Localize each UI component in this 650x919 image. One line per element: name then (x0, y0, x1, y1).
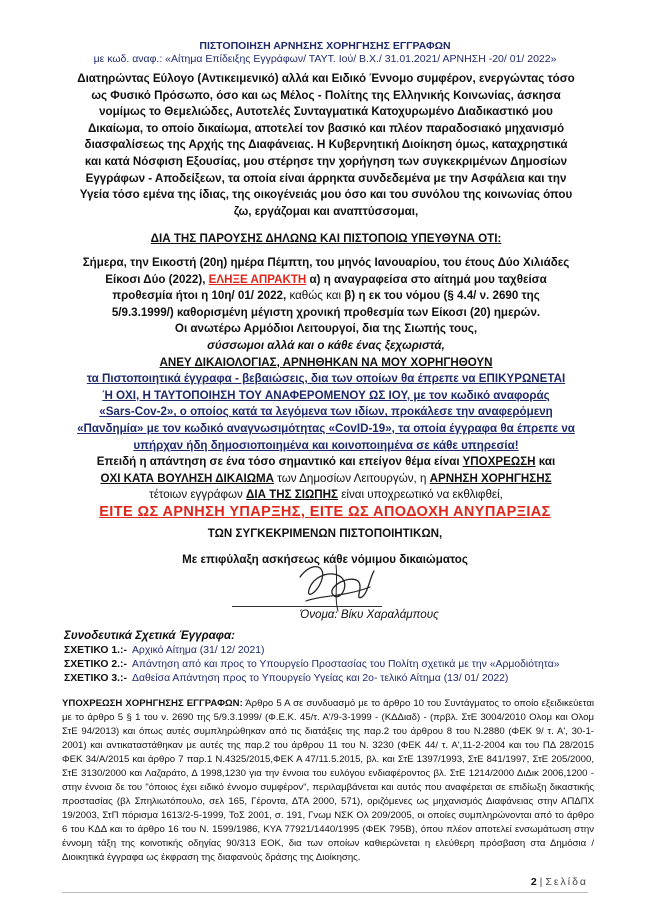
attachment-item (64, 673, 508, 684)
attachment-label: ΣΧΕΤΙΚΟ 1.:- (64, 645, 127, 656)
document-title: ΠΙΣΤΟΠΟΙΗΣΗ ΑΡΝΗΣΗΣ ΧΟΡΗΓΗΣΗΣ ΕΓΓΡΑΦΩΝ (199, 40, 451, 52)
intro-line: Δικαίωμα, το οποίο δικαίωμα, αποτελεί τον βασικό και πλέον παραδοσιακό μηχανισμό (87, 121, 565, 135)
body-text: και (535, 455, 556, 469)
intro-line: Υγεία τόσο εμένα της ίδιας, της οικογένειάς μου όσο και του συνόλου της κοινωνίας όπου (79, 188, 573, 202)
legal-footnote (62, 697, 594, 865)
intro-line: νομίμως το Θεμελιώδες, Αυτοτελές Συνταγματικά Κατοχυρωμένο Διαδικαστικό μου (99, 105, 553, 119)
body-text: εκ του νόμου (§ 4.4/ ν. 2690 της (368, 289, 540, 303)
attachment-text: Δαθείσα Απάντηση προς το Υπουργείο Υγείας και 2ο- τελικό Αίτημα (13/ 01/ 2022) (132, 673, 509, 684)
intro-paragraph (52, 71, 600, 220)
body-line (52, 272, 600, 289)
expired-emphasis: ΕΛΗΞΕ ΑΠΡΑΚΤΗ (208, 272, 307, 286)
body-text: τέτοιων εγγράφων (149, 488, 247, 502)
declaration-body (52, 255, 600, 504)
body-line (52, 288, 600, 305)
body-line: τα Πιστοποιητικά έγγραφα - βεβαιώσεις, δια των οποίων θα έπρεπε να ΕΠΙΚΥΡΩΝΕΤΑΙ (86, 372, 566, 386)
body-text: β) η (341, 289, 369, 303)
intro-line: και κατά Νόσφιση Εξουσίας, μου στέρησε την χορήγηση των συγκεκριμένων Δημοσίων (84, 154, 568, 168)
intro-line: διασφαλίσεως της Αρχής της Διαφάνειας. Η Κυβερνητική Διοίκηση όμως, καταχρηστικά (84, 138, 568, 152)
footer-divider (62, 892, 588, 893)
body-line (52, 471, 600, 488)
attachment-text: Αρχικό Αίτημα (31/ 12/ 2021) (132, 645, 265, 656)
intro-line: Διατηρώντας Εύλογο (Αντικειμενικό) αλλά και Ειδικό Έννομο συμφέρον, ενεργώντας τόσο (77, 72, 575, 85)
emphasis-statement: ΕΙΤΕ ΩΣ ΑΡΝΗΣΗ ΥΠΑΡΞΗΣ, ΕΙΤΕ ΩΣ ΑΠΟΔΟΧΗ ΑΝΥΠΑΡΞΙΑΣ (99, 504, 551, 520)
body-text: Είκοσι Δύο (2022), (105, 272, 209, 286)
body-text: καθώς και (289, 289, 342, 303)
attachments-title: Συνοδευτικά Σχετικά Έγγραφα: (64, 629, 235, 642)
body-line (52, 487, 600, 504)
right-emphasis: ΟΧΙ ΚΑΤΑ ΒΟΥΛΗΣΗ ΔΙΚΑΙΩΜΑ (100, 471, 275, 485)
obligation-emphasis: ΥΠΟΧΡΕΩΣΗ (462, 455, 536, 469)
page-number-value: 2 (530, 876, 537, 888)
page-number-label: Σελίδα (545, 876, 588, 888)
body-text: προθεσμία ήτοι η 10η/ 01/ 2022, (112, 289, 290, 303)
intro-line: ως Φυσικό Πρόσωπο, όσο και ως Μέλος - Πολίτης της Ελληνικής Κοινωνίας, άσκησα (91, 88, 561, 102)
body-text: 5/9.3.1999/) (111, 305, 174, 319)
certificates-line: ΤΩΝ ΣΥΓΚΕΚΡΙΜΕΝΩΝ ΠΙΣΤΟΠΟΙΗΤΙΚΩΝ, (207, 527, 443, 540)
page-number: 2 | Σελίδα (530, 876, 588, 888)
body-line (52, 305, 600, 322)
body-line: ΑΝΕΥ ΔΙΚΑΙΟΛΟΓΙΑΣ, ΑΡΝΗΘΗΚΑΝ ΝΑ ΜΟΥ ΧΟΡΗΓΗΘΟΥΝ (159, 355, 493, 369)
body-text: των Δημοσίων Λειτουργών, η (274, 471, 430, 485)
intro-line: Εγγράφων - Αποδείξεων, τα οποία είναι άρρηκτα συνδεδεμένα με την Ασφάλεια και την (85, 171, 567, 185)
attachment-label: ΣΧΕΤΙΚΟ 2.:- (64, 659, 127, 670)
attachment-item (64, 645, 264, 656)
body-text: είναι υποχρεωτικό να εκθλιφθεί, (338, 488, 503, 502)
footnote-heading: ΥΠΟΧΡΕΩΣΗ ΧΟΡΗΓΗΣΗΣ ΕΓΓΡΑΦΩΝ: (62, 698, 243, 709)
body-text: Επειδή η απάντηση σε ένα τόσο σημαντικό και επείγον θέμα είναι (96, 455, 463, 469)
body-line: σύσσωμοι αλλά και ο κάθε ένας ξεχωριστά, (207, 338, 445, 352)
body-text: καθορισμένη μέγιστη χρονική προθεσμία των Είκοσι (20) ημερών. (173, 305, 541, 319)
reservation-line: Με επιφύλαξη ασκήσεως κάθε νόμιμου δικαιώματος (182, 553, 468, 566)
attachment-label: ΣΧΕΤΙΚΟ 3.:- (64, 673, 127, 684)
intro-line: ζω, εργάζομαι και αναπτύσσομαι, (233, 204, 419, 218)
body-line: Σήμερα, την Εικοστή (20η) ημέρα Πέμπτη, του μηνός Ιανουαρίου, του έτους Δύο Χιλιάδες (82, 256, 570, 269)
silence-emphasis: ΔΙΑ ΤΗΣ ΣΙΩΠΗΣ (246, 488, 338, 502)
body-text: α) η αναγραφείσα στο αίτημά μου ταχθείσα (306, 272, 547, 286)
body-line: «Πανδημία» με τον κωδικό αναγνωσιμότητας «CovID-19», τα οποία έγγραφα θα έπρεπε να (77, 421, 575, 435)
reference-code: με κωδ. αναφ.: «Αίτημα Επίδειξης Εγγράφων/ ΤΑΥΤ. Ιού/ Β.Χ./ 31.01.2021/ ΑΡΝΗΣΗ -20/ 01/ 2022» (93, 53, 557, 65)
footnote-text: Άρθρο 5 Α σε συνδυασμό με το άρθρο 10 του Συντάγματος το οποίο εξειδικεύεται με το άρθρο 5 § 1 του ν. 2690 της 5/9.3.1999/ (Φ.Ε.Κ. 45/τ. Α'/9-3-1999 - (ΚΔΔιαδ) - (πρβλ. ΣτΕ 3004/2010 Ολομ και Ολομ ΣτΕ 94/2013) και όπως αυτές συμπληρώθηκαν από τις διατάξεις της παρ.2 του άρθρου 8 του Ν.2880 (ΦΕΚ 9/ τ. Α', 30-1-2001) και αντικαταστάθηκαν με αυτές της παρ.2 του άρθρου 11 του Ν. 3230 (ΦΕΚ 44/ τ. Α',11-2-2004 και του ΠΔ 28/2015 ΦΕΚ 34/Α/2015 και άρθρο 7 παρ.1 Ν.4325/2015,ΦΕΚ Α 47/11.5.2015, βλ. και ΣτΕ 1397/1993, ΣτΕ 841/1997, ΣτΕ 205/2000, ΣτΕ 3130/2000 και Λαζαράτο, Δ 1998,1230 για την έννοια του ευλόγου ενδιαφέροντος βλ. ΣτΕ 1214/2000 ΔιΔικ 2006,1200 - στην έννοια δε του "όποιος έχει ειδικό έννομο συμφέρον", περιλαμβάνεται και αυτός που αναφέρεται σε επιδίωξη δικαστικής προστασίας (βλ Σπηλιωτόπουλο, σελ 165, Γέροντα, ΔΤΑ 2000, 571), οριζόμενες ως μηχανισμός Διαφάνειας στην ΑΠΔΠΧ 19/2003, ΣτΠ πόρισμα 1613/2-5-1999, ΤοΣ 2001, σ. 191, Γνωμ ΝΣΚ Ολ 209/2005, οι οποίες συμπληρώνονται από το άρθρο 6 του ΚΔΔ και το άρθρο 16 του Ν. 1599/1986, ΚΥΑ 77921/1440/1995 (ΦΕΚ 795Β), όπου πλέον αποτελεί ενσωμάτωση στην έννομη τάξη της κοινοτικής οδηγίας 90/313 ΕΟΚ, δια των οποίων καθιερώνεται η ελεύθερη πρόσβαση στα Δημόσια / Διοικητικά έγγραφα ως έκφραση της διαφανούς δράσης της Διοίκησης. (62, 698, 594, 863)
body-line: «Sars-Cov-2», ο οποίος κατά τα λεγόμενα των ιδίων, προκάλεσε την αναφερόμενη (99, 405, 553, 419)
signatory-name: Όνομα: Βίκυ Χαραλάμπους (300, 608, 439, 621)
body-line: υπήρχαν ήδη δημοσιοποιημένα και κοινοποιημένα σε κάθε υπηρεσία! (133, 438, 519, 452)
attachment-text: Απάντηση από και προς το Υπουργείο Προστασίας του Πολίτη σχετικά με την «Αρμοδιότητα» (132, 659, 560, 670)
body-line: Ή ΟΧΙ, Η ΤΑΥΤΟΠΟΙΗΣΗ ΤΟΥ ΑΝΑΦΕΡΟΜΕΝΟΥ ΩΣ ΙΟΥ, με τον κωδικό αναφοράς (102, 388, 550, 402)
body-line: Οι ανωτέρω Αρμόδιοι Λειτουργοί, δια της Σιωπής τους, (174, 322, 478, 336)
body-line (52, 454, 600, 471)
attachment-item (64, 659, 559, 670)
refusal-emphasis: ΑΡΝΗΣΗ ΧΟΡΗΓΗΣΗΣ (429, 471, 552, 485)
signature-line (232, 606, 382, 607)
declaration-heading: ΔΙΑ ΤΗΣ ΠΑΡΟΥΣΗΣ ΔΗΛΩΝΩ ΚΑΙ ΠΙΣΤΟΠΟΙΩ ΥΠΕΥΘΥΝΑ ΟΤΙ: (150, 232, 502, 245)
